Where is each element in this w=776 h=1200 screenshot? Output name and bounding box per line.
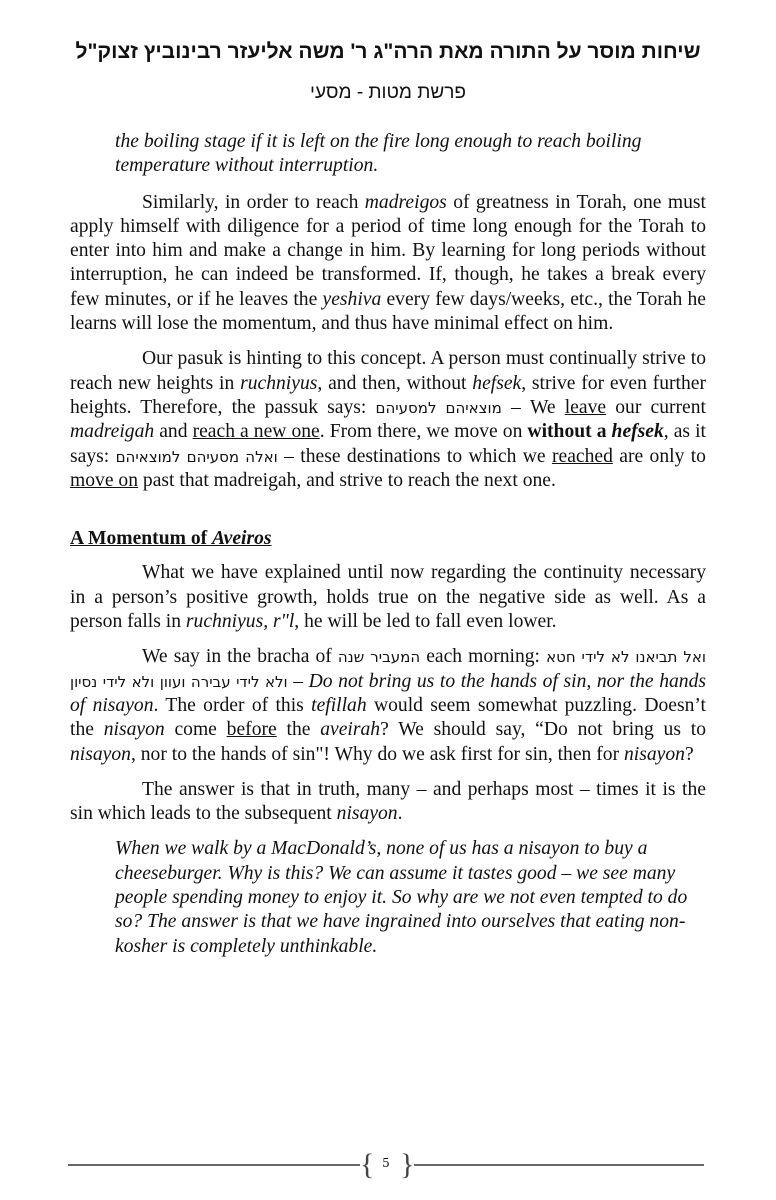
text-run: . bbox=[397, 803, 403, 825]
text-run: every few days/weeks, etc., the Torah he learns will lose the momentum, and thus have minimal effect on him. bbox=[70, 288, 706, 335]
paragraph bbox=[70, 778, 706, 827]
footer-rule-right bbox=[414, 1164, 704, 1166]
hebrew-quote: מוצאיהם למסעיהם bbox=[375, 398, 502, 417]
text-run: tefillah bbox=[311, 694, 367, 716]
footer-bracket-left: { bbox=[360, 1148, 375, 1181]
footer-rule-left bbox=[68, 1164, 360, 1166]
text-run: Similarly, in order to reach bbox=[142, 191, 365, 213]
text-run: – bbox=[287, 670, 309, 692]
text-run: without a bbox=[527, 421, 612, 443]
text-run: nisayon bbox=[624, 743, 685, 765]
text-run: past that madreigah, and strive to reach the next one. bbox=[138, 469, 556, 491]
text-run: madreigos bbox=[364, 191, 447, 213]
text-run: nisayon bbox=[336, 803, 398, 825]
text-run: , as it says: bbox=[70, 421, 706, 467]
text-run: Our pasuk is hinting to this concept. A person must continually strive to reach new heights in bbox=[70, 348, 706, 394]
text-run: , and then, without bbox=[317, 372, 473, 394]
paragraph bbox=[70, 645, 706, 766]
paragraph bbox=[70, 191, 706, 337]
text-run: aveirah bbox=[320, 719, 381, 741]
text-run: and bbox=[154, 421, 193, 443]
text-run: What we have explained until now regarding the continuity necessary in a person’s positive growth, holds true on the negative side as well. As a person falls in bbox=[70, 562, 706, 633]
text-run: leave bbox=[564, 396, 607, 418]
text-run: Aveiros bbox=[212, 528, 272, 550]
hebrew-quote: ואל תביאנו לא לידי חטא ולא לידי עבירה ועוון ולא לידי נסיון bbox=[70, 648, 706, 691]
text-run: come bbox=[164, 719, 227, 741]
text-run: the boiling stage if it is left on the fire long enough to reach boiling temperature without interruption. bbox=[115, 131, 642, 177]
page-body bbox=[70, 130, 706, 970]
text-run: ruchniyus bbox=[240, 372, 318, 394]
text-run: Do not bring us to the hands of sin, nor the hands of nisayon bbox=[70, 670, 707, 716]
text-run: , strive for even further heights. Therefore, the passuk says: bbox=[70, 372, 706, 418]
text-run: our current bbox=[606, 396, 706, 418]
running-header-parsha: פרשת מטות - מסעי bbox=[310, 82, 466, 103]
text-run: ? We should say, “Do not bring us to bbox=[380, 719, 706, 741]
text-run: the bbox=[276, 719, 321, 741]
text-run: , he will be led to fall even lower. bbox=[294, 611, 557, 633]
section-heading bbox=[70, 527, 706, 551]
text-run: A Momentum of bbox=[70, 528, 213, 550]
text-run: When we walk by a MacDonald’s, none of us has a nisayon to buy a cheeseburger. Why is this? We can assume it tastes good – we see many people spending money to enjoy it. So why are we not even tempted to do so? The answer is that we have ingrained into ourselves that eating non-kosher is completely unthinkable. bbox=[115, 838, 688, 957]
text-run: . From there, we move on bbox=[319, 421, 528, 443]
text-run: The answer is that in truth, many – and perhaps most – times it is the sin which leads to the subsequent bbox=[70, 778, 706, 825]
text-run: ruchniyus, r"l bbox=[185, 611, 295, 633]
footer-bracket-right: } bbox=[400, 1148, 415, 1181]
text-run: hefsek bbox=[611, 421, 664, 443]
page-footer bbox=[68, 1150, 704, 1180]
page-number: 5 bbox=[382, 1156, 390, 1170]
paragraph bbox=[70, 347, 706, 493]
text-run: would seem somewhat puzzling. Doesn’t the bbox=[70, 694, 706, 741]
text-run: madreigah bbox=[70, 421, 155, 443]
text-run: each morning: bbox=[420, 646, 547, 668]
text-run: reached bbox=[551, 445, 613, 467]
italic-quote-paragraph bbox=[115, 130, 706, 179]
text-run: hefsek bbox=[472, 372, 522, 394]
text-run: nisayon bbox=[70, 743, 131, 765]
text-run: are only to bbox=[612, 445, 706, 467]
text-run: ? bbox=[684, 743, 694, 765]
text-run: . The order of this bbox=[153, 694, 312, 716]
text-run: yeshiva bbox=[322, 288, 382, 310]
hebrew-quote: ואלה מסעיהם למוצאיהם bbox=[115, 447, 278, 466]
text-run: before bbox=[226, 719, 277, 741]
paragraph bbox=[70, 561, 706, 634]
text-run: move on bbox=[70, 469, 139, 491]
text-run: of greatness in Torah, one must apply himself with diligence for a period of time long enough for the Torah to enter into him and make a change in him. By learning for long periods without interruption, he can indeed be transformed. If, though, he takes a break every few minutes, or if he leaves the bbox=[70, 191, 706, 310]
hebrew-quote: המעביר שנה bbox=[337, 648, 421, 667]
text-run: reach a new one bbox=[192, 421, 320, 443]
italic-quote-paragraph bbox=[115, 837, 706, 958]
text-run: , nor to the hands of sin"! Why do we ask first for sin, then for bbox=[130, 743, 624, 765]
text-run: – these destinations to which we bbox=[277, 445, 552, 467]
running-header-title: שיחות מוסר על התורה מאת הרה"ג ר' משה אליעזר רבינוביץ זצוק"ל bbox=[75, 40, 701, 63]
text-run: nisayon bbox=[103, 719, 165, 741]
text-run: – We bbox=[501, 396, 565, 418]
text-run: We say in the bracha of bbox=[142, 646, 338, 668]
